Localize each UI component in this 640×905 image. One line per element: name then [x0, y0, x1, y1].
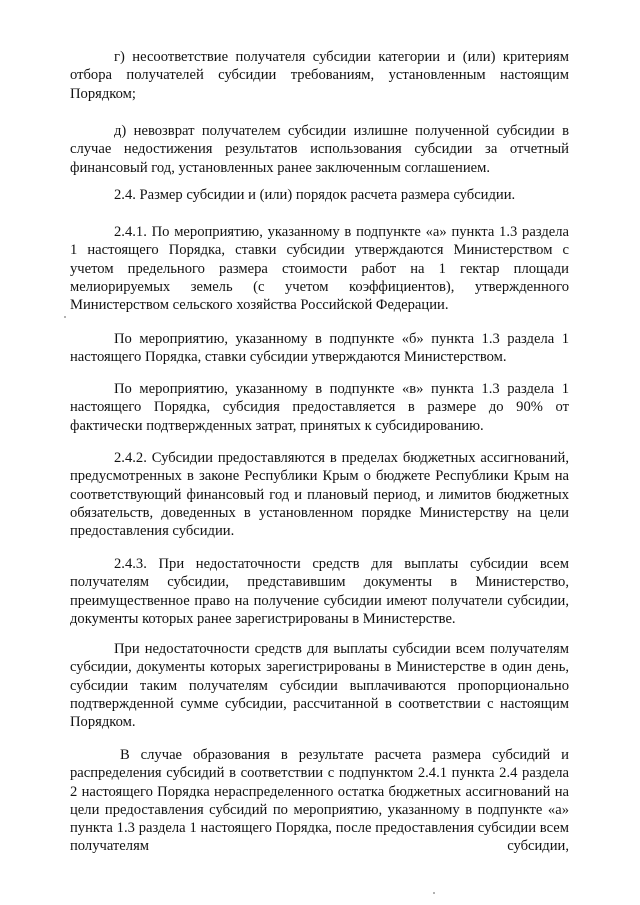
scan-speck [433, 892, 435, 894]
paragraph-measure-v: По мероприятию, указанному в подпункте «в» пункта 1.3 раздела 1 настоящего Порядка, субсидия предоставляется в размере до 90% от фактически подтвержденных затрат, принятых к субсидированию. [70, 381, 569, 434]
paragraph-2-4-3: 2.4.3. При недостаточности средств для выплаты субсидии всем получателям субсидии, представившим документы в Министерство, преимущественное право на получение субсидии имеют получатели субсидии, документы которых ранее зарегистрированы в Министерстве. [70, 556, 569, 627]
scan-speck [64, 316, 66, 318]
paragraph-subsidy-nonreturn: д) невозврат получателем субсидии излишне полученной субсидии в случае недостижения результатов использования субсидии за отчетный финансовый год, установленных ранее заключенным соглашением. [70, 123, 569, 176]
paragraph-2-4-2: 2.4.2. Субсидии предоставляются в пределах бюджетных ассигнований, предусмотренных в законе Республики Крым о бюджете Республики Крым на соответствующий финансовый год и плановый период, и лимитов бюджетных обязательств, доведенных в установленном порядке Министерству на цели предоставления субсидии. [70, 450, 569, 540]
section-heading-subsidy-size: 2.4. Размер субсидии и (или) порядок расчета размера субсидии. [114, 187, 516, 203]
paragraph-insufficient-funds: При недостаточности средств для выплаты субсидии всем получателям субсидии, документы которых зарегистрированы в Министерстве в один день, субсидии таким получателям субсидии выплачиваются пропорционально подтвержденной сумме субсидии, рассчитанной в соответствии с настоящим Порядком. [70, 641, 569, 731]
paragraph-criteria-mismatch: г) несоответствие получателя субсидии категории и (или) критериям отбора получателей субсидии требованиям, установленным настоящим Порядком; [70, 49, 569, 102]
paragraph-measure-b: По мероприятию, указанному в подпункте «б» пункта 1.3 раздела 1 настоящего Порядка, ставки субсидии утверждаются Министерством. [70, 331, 569, 366]
paragraph-2-4-1: 2.4.1. По мероприятию, указанному в подпункте «а» пункта 1.3 раздела 1 настоящего Порядка, ставки субсидии утверждаются Министерством с учетом предельного размера стоимости работ на 1 гектар площади мелиорируемых земель (с учетом коэффициентов), утвержденного Министерством сельского хозяйства Российской Федерации. [70, 224, 569, 314]
paragraph-remaining-allocation: В случае образования в результате расчета размера субсидий и распределения субсидий в соответствии с подпунктом 2.4.1 пункта 2.4 раздела 2 настоящего Порядка нераспределенного остатка бюджетных ассигнований на цели предоставления субсидий по мероприятию, указанному в подпункте «а» пункта 1.3 раздела 1 настоящего Порядка, после предоставления субсидии всем получателям субсидии, [70, 747, 569, 855]
